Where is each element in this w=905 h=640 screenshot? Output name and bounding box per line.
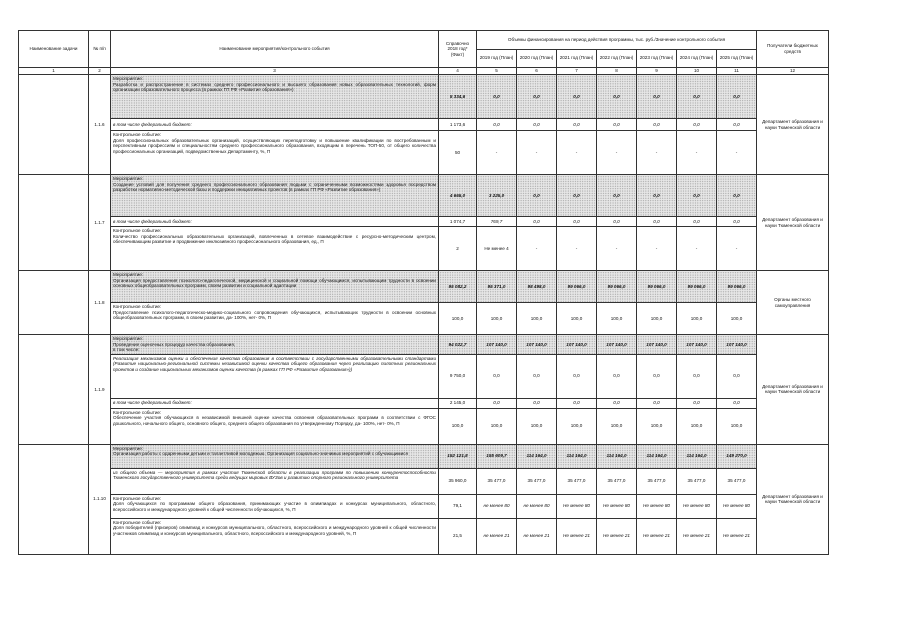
- year-value: Не менее 80: [637, 494, 677, 518]
- table-body: [19, 75, 829, 555]
- column-number: 8: [597, 68, 637, 75]
- year-value: 100,0: [517, 303, 557, 335]
- year-value: -: [677, 131, 717, 175]
- ref-2018-value: 4 665,0: [439, 175, 477, 217]
- year-value: 100,0: [637, 303, 677, 335]
- budget-recipient: Органы местного самоуправления: [757, 271, 829, 335]
- year-value: -: [557, 227, 597, 271]
- column-number: 10: [677, 68, 717, 75]
- event-description: в том числе федеральный бюджет:: [111, 217, 439, 227]
- ref-2018-value: 5 334,6: [439, 75, 477, 119]
- year-value: 107 140,0: [517, 335, 557, 355]
- event-description: Мероприятие: Организация работы с одаренными детьми и талантливой молодежью. Организация социально-значимых мероприятий с обучающимися: [111, 444, 439, 468]
- year-value: 0,0: [517, 398, 557, 408]
- budget-recipient: Департамент образования и науки Тюменской области: [757, 444, 829, 554]
- year-value: -: [557, 131, 597, 175]
- year-value: 0,0: [597, 217, 637, 227]
- year-value: 0,0: [517, 75, 557, 119]
- ref-2018-value: 21,5: [439, 518, 477, 554]
- ref-2018-value: 100,0: [439, 408, 477, 444]
- year-value: -: [677, 227, 717, 271]
- year-value: 99 066,0: [717, 271, 757, 303]
- year-value: 114 164,0: [557, 444, 597, 468]
- table-row: [19, 75, 829, 119]
- year-value: 0,0: [557, 175, 597, 217]
- year-value: не менее 80: [517, 494, 557, 518]
- year-value: 35 477,0: [517, 468, 557, 494]
- year-value: -: [597, 131, 637, 175]
- header-year: 2019 год (План): [477, 49, 517, 68]
- year-value: Не менее 80: [597, 494, 637, 518]
- year-value: -: [597, 227, 637, 271]
- column-number: 11: [717, 68, 757, 75]
- year-value: 100,0: [677, 303, 717, 335]
- column-number: 3: [111, 68, 439, 75]
- year-value: 0,0: [597, 75, 637, 119]
- year-value: 0,0: [677, 175, 717, 217]
- year-value: 0,0: [637, 175, 677, 217]
- year-value: 35 477,0: [477, 468, 517, 494]
- year-value: -: [717, 131, 757, 175]
- table-row: [19, 494, 829, 518]
- task-cell: [19, 335, 89, 445]
- year-value: 0,0: [597, 354, 637, 398]
- year-value: Не менее 21: [677, 518, 717, 554]
- year-value: 114 164,0: [677, 444, 717, 468]
- header-year: 2022 год (План): [597, 49, 637, 68]
- header-row: [19, 31, 829, 50]
- year-value: 3 225,0: [477, 175, 517, 217]
- year-value: Не менее 21: [597, 518, 637, 554]
- table-row: [19, 227, 829, 271]
- year-value: 100,0: [557, 408, 597, 444]
- budget-recipient: Департамент образования и науки Тюменской области: [757, 75, 829, 175]
- item-number: 1.1.7: [89, 175, 111, 271]
- year-value: 155 609,7: [477, 444, 517, 468]
- year-value: 769,7: [477, 217, 517, 227]
- year-value: 107 140,0: [637, 335, 677, 355]
- year-value: 0,0: [557, 75, 597, 119]
- year-value: 107 140,0: [477, 335, 517, 355]
- column-number: 6: [517, 68, 557, 75]
- year-value: 0,0: [637, 398, 677, 408]
- year-value: 0,0: [637, 75, 677, 119]
- task-cell: [19, 271, 89, 335]
- event-description: Контрольное событие: Обеспечение участия обучающихся в независимой внешней оценке качества освоения образовательных программ в соответствии с ФГОС дошкольного, начального общего, основного общего, среднего общего образования по утвержденному Порядку, да- 100%, нет- 0%, П: [111, 408, 439, 444]
- year-value: 100,0: [597, 408, 637, 444]
- header-year: 2023 год (План): [637, 49, 677, 68]
- year-value: 0,0: [677, 398, 717, 408]
- year-value: 35 477,0: [677, 468, 717, 494]
- event-description: из общего объема — мероприятия в рамках участия Тюменской области в реализации программ по повышению конкурентоспособности Тюменского государственного университета среди ведущих мировых ВУЗов и развитию опорного регионального университета: [111, 468, 439, 494]
- year-value: 99 066,0: [677, 271, 717, 303]
- year-value: -: [477, 131, 517, 175]
- year-value: 0,0: [477, 119, 517, 131]
- table-row: [19, 354, 829, 398]
- event-description: Контрольное событие: Предоставление психолого-педагогическо-медико-социального сопровождения обучающихся, испытывающих трудности в освоении основных общеобразовательных программ, в своем развитии, да- 100%, нет- 0%, П: [111, 303, 439, 335]
- item-number: 1.1.10: [89, 444, 111, 554]
- event-description: Мероприятие: Создание условий для получения среднего профессионального образования людьми с ограниченными возможностями здоровья посредством разработки нормативно-методической базы и поддержки инициативных проектов (в рамках ГП РФ «Развитие образования»): [111, 175, 439, 217]
- year-value: 100,0: [637, 408, 677, 444]
- table-row: [19, 468, 829, 494]
- item-number: 1.1.6: [89, 75, 111, 175]
- column-number: 9: [637, 68, 677, 75]
- ref-2018-value: 2: [439, 227, 477, 271]
- year-value: 0,0: [597, 119, 637, 131]
- year-value: 99 066,0: [557, 271, 597, 303]
- year-value: 0,0: [557, 119, 597, 131]
- year-value: Не менее 4: [477, 227, 517, 271]
- event-description: Мероприятие: Проведение оценочных процедур качества образования, в том числе:: [111, 335, 439, 355]
- ref-2018-value: 95 082,2: [439, 271, 477, 303]
- year-value: -: [717, 227, 757, 271]
- year-value: 35 477,0: [557, 468, 597, 494]
- table-row: [19, 131, 829, 175]
- year-value: -: [637, 227, 677, 271]
- year-value: 0,0: [517, 354, 557, 398]
- year-value: Не менее 21: [557, 518, 597, 554]
- year-value: 107 140,0: [677, 335, 717, 355]
- item-number: 1.1.8: [89, 271, 111, 335]
- ref-2018-value: 1 173,6: [439, 119, 477, 131]
- year-value: 107 140,0: [557, 335, 597, 355]
- year-value: 114 164,0: [517, 444, 557, 468]
- year-value: 0,0: [677, 119, 717, 131]
- year-value: 100,0: [597, 303, 637, 335]
- header-task: Наименование задачи: [19, 31, 89, 68]
- year-value: -: [637, 131, 677, 175]
- event-description: Контрольное событие: Доля обучающихся по программам общего образования, принимающих участие в олимпиадах и конкурсах муниципального, областного, всероссийского и международного уровней к общей численности обучающихся, %, П: [111, 494, 439, 518]
- ref-2018-value: 79,1: [439, 494, 477, 518]
- ref-2018-value: 50: [439, 131, 477, 175]
- year-value: 35 477,0: [637, 468, 677, 494]
- year-value: -: [517, 227, 557, 271]
- event-description: Реализация механизмов оценки и обеспечения качества образования в соответствии с государственными образовательными стандартами (Развитие национально-региональной системы независимой оценки качества общего образования через реализацию пилотных региональных проектов и создание национальных механизмов оценки качества (в рамках ГП РФ «Развитие образования»)): [111, 354, 439, 398]
- ref-2018-value: 94 022,7: [439, 335, 477, 355]
- header-year: 2020 год (План): [517, 49, 557, 68]
- year-value: не менее 80: [477, 494, 517, 518]
- year-value: 0,0: [557, 354, 597, 398]
- year-value: 100,0: [677, 408, 717, 444]
- year-value: 0,0: [517, 119, 557, 131]
- year-value: 107 140,0: [597, 335, 637, 355]
- year-value: 100,0: [477, 408, 517, 444]
- header-num: № п/п: [89, 31, 111, 68]
- budget-recipient: Департамент образования и науки Тюменской области: [757, 175, 829, 271]
- column-number: 7: [557, 68, 597, 75]
- year-value: 149 270,0: [717, 444, 757, 468]
- year-value: 0,0: [717, 398, 757, 408]
- ref-2018-value: 35 960,0: [439, 468, 477, 494]
- year-value: 0,0: [717, 75, 757, 119]
- year-value: 0,0: [717, 175, 757, 217]
- ref-2018-value: 2 145,0: [439, 398, 477, 408]
- budget-recipient: Департамент образования и науки Тюменской области: [757, 335, 829, 445]
- header-funding: Объемы финансирования на период действия программы, тыс. руб./Значение контрольного события: [477, 31, 757, 50]
- year-value: 100,0: [477, 303, 517, 335]
- column-number: 1: [19, 68, 89, 75]
- year-value: Не менее 80: [557, 494, 597, 518]
- task-cell: [19, 75, 89, 175]
- year-value: 0,0: [717, 354, 757, 398]
- header-recipients: Получатели бюджетных средств: [757, 31, 829, 68]
- table-row: [19, 518, 829, 554]
- header-year: 2025 год (План): [717, 49, 757, 68]
- table-row: [19, 271, 829, 303]
- year-value: не менее 21: [517, 518, 557, 554]
- year-value: 114 164,0: [637, 444, 677, 468]
- year-value: 0,0: [477, 398, 517, 408]
- year-value: 0,0: [677, 354, 717, 398]
- year-value: Не менее 80: [677, 494, 717, 518]
- year-value: 0,0: [557, 398, 597, 408]
- ref-2018-value: 100,0: [439, 303, 477, 335]
- year-value: 0,0: [557, 217, 597, 227]
- year-value: 0,0: [637, 354, 677, 398]
- column-number: 12: [757, 68, 829, 75]
- table-row: [19, 408, 829, 444]
- event-description: Мероприятие: Разработка и распространение в системах среднего профессионального и высшего образования новых образовательных технологий, форм организации образовательного процесса (в рамках ГП РФ «Развитие образования»): [111, 75, 439, 119]
- year-value: Не менее 21: [637, 518, 677, 554]
- event-description: Контрольное событие: Количество профессиональных образовательных организаций, вовлеченных в сетевое взаимодействие с ресурсно-методическим центром, обеспечивающим развитие и продвижение инклюзивного профессионального образования, ед., П: [111, 227, 439, 271]
- year-value: 100,0: [517, 408, 557, 444]
- year-value: 0,0: [597, 175, 637, 217]
- year-value: 0,0: [637, 217, 677, 227]
- year-value: не менее 21: [477, 518, 517, 554]
- year-value: 0,0: [517, 175, 557, 217]
- year-value: 100,0: [717, 408, 757, 444]
- header-ref-2018: Справочно 2018 год* (Факт): [439, 31, 477, 68]
- year-value: 0,0: [677, 217, 717, 227]
- ref-2018-value: 9 750,0: [439, 354, 477, 398]
- year-value: Не менее 21: [717, 518, 757, 554]
- table-row: [19, 303, 829, 335]
- year-value: -: [517, 131, 557, 175]
- year-value: 100,0: [557, 303, 597, 335]
- year-value: 0,0: [717, 119, 757, 131]
- program-funding-table: [18, 30, 829, 555]
- column-number: 4: [439, 68, 477, 75]
- table-row: [19, 335, 829, 355]
- year-value: 99 066,0: [637, 271, 677, 303]
- table-row: [19, 398, 829, 408]
- item-number: 1.1.9: [89, 335, 111, 445]
- year-value: 0,0: [477, 75, 517, 119]
- event-description: Мероприятие: Организация предоставления психолого-педагогической, медицинской и социальной помощи обучающимся, испытывающим трудности в освоении основных общеобразовательных программ, своем развитии и социальной адаптации: [111, 271, 439, 303]
- event-description: в том числе федеральный бюджет:: [111, 398, 439, 408]
- column-number-row: [19, 68, 829, 75]
- year-value: 0,0: [717, 217, 757, 227]
- ref-2018-value: 152 121,8: [439, 444, 477, 468]
- column-number: 5: [477, 68, 517, 75]
- program-table-sheet: [18, 30, 829, 555]
- year-value: 0,0: [597, 398, 637, 408]
- task-cell: [19, 444, 89, 554]
- event-description: Контрольное событие: Доля победителей (призеров) олимпиад и конкурсов муниципального, областного, всероссийского и международного уровней к общей численности участников олимпиад и конкурсов муниципального, областного, всероссийского и международного уровней, %, П: [111, 518, 439, 554]
- year-value: 95 371,0: [477, 271, 517, 303]
- year-value: 99 066,0: [597, 271, 637, 303]
- year-value: 35 477,0: [597, 468, 637, 494]
- year-value: 100,0: [717, 303, 757, 335]
- header-year: 2021 год (План): [557, 49, 597, 68]
- table-row: [19, 217, 829, 227]
- table-row: [19, 175, 829, 217]
- column-number: 2: [89, 68, 111, 75]
- event-description: в том числе федеральный бюджет:: [111, 119, 439, 131]
- task-cell: [19, 175, 89, 271]
- year-value: 107 140,0: [717, 335, 757, 355]
- year-value: 35 477,0: [717, 468, 757, 494]
- year-value: 0,0: [517, 217, 557, 227]
- table-row: [19, 444, 829, 468]
- header-event: Наименование мероприятия/контрольного события: [111, 31, 439, 68]
- year-value: 114 164,0: [597, 444, 637, 468]
- event-description: Контрольное событие: Доля профессиональных образовательных организаций, осуществляющих переподготовку и повышение квалификации по востребованным и перспективным профессиям и специальностям среднего профессионального образования, входящим в перечень ТОП-50, от общего количества профессиональных организаций, подведомственных Департаменту, %, П: [111, 131, 439, 175]
- year-value: 0,0: [677, 75, 717, 119]
- year-value: 98 498,0: [517, 271, 557, 303]
- table-row: [19, 119, 829, 131]
- ref-2018-value: 1 074,7: [439, 217, 477, 227]
- year-value: 0,0: [637, 119, 677, 131]
- header-year: 2024 год (План): [677, 49, 717, 68]
- year-value: 0,0: [477, 354, 517, 398]
- year-value: Не менее 80: [717, 494, 757, 518]
